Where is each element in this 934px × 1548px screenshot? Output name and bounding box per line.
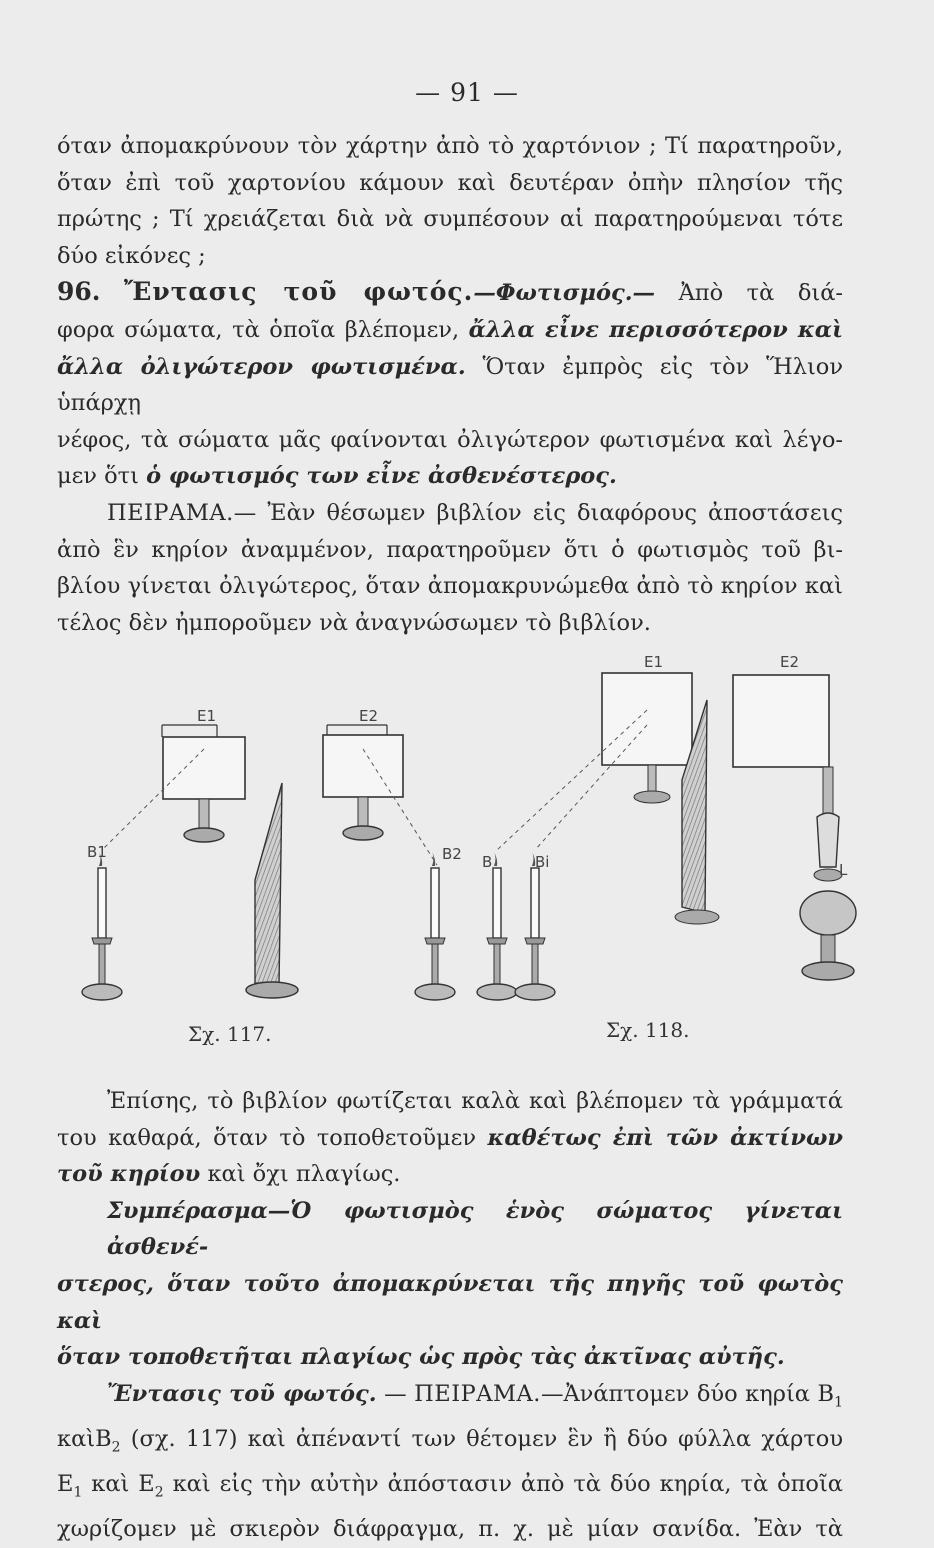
paragraph-line: χωρίζομεν μὲ σκιερὸν διάφραγμα, π. χ. μὲ μίαν σανίδα. Ἐὰν τὰ [57, 1516, 843, 1543]
label-b-118: B [482, 853, 493, 871]
text-block-top [57, 128, 843, 641]
text-span: του καθαρά, ὅταν τὸ τοποθετοῦμεν [57, 1124, 477, 1151]
text-span: Ὅταν ἐμπρὸς εἰς τὸν Ἥλιον ὑπάρχῃ [57, 353, 844, 417]
paragraph-line: πρώτης ; Τί χρειάζεται διὰ νὰ συμπέσουν αἱ παρατηρούμεναι τότε [57, 206, 843, 233]
conclusion-line: ὅταν τοποθετῆται πλαγίως ὡς πρὸς τὰς ἀκτῖνας αὐτῆς. [57, 1344, 785, 1371]
paragraph-line [57, 458, 843, 495]
label-bi-118: Bi [535, 853, 550, 871]
paragraph-line: Ἐπίσης, τὸ βιβλίον φωτίζεται καλὰ καὶ βλέπομεν τὰ γράμματά [107, 1088, 843, 1114]
text-span: καὶ ὄχι πλαγίως. [207, 1161, 401, 1188]
figure-illustration [57, 645, 857, 1040]
section-subtitle: —Φωτισμός.— [473, 280, 656, 307]
paragraph-line [57, 1156, 843, 1193]
experiment-label: ΠΕΙΡΑΜΑ. [414, 1380, 541, 1407]
text-span: καὶ E [82, 1470, 155, 1497]
paper-screen-e2-118 [733, 675, 829, 767]
paragraph-line [57, 1421, 843, 1466]
emphasis-text: Ἔντασις τοῦ φωτός. [107, 1380, 377, 1407]
paragraph-line [57, 349, 843, 422]
emphasis-text: ἄλλα εἶνε περισσότερον καὶ [468, 316, 844, 343]
section-heading-line [57, 274, 843, 312]
label-l-118: L [839, 861, 848, 879]
paper-screen-e1-118 [602, 673, 692, 765]
paragraph-line: δύο εἰκόνες ; [57, 242, 206, 269]
emphasis-text: ἄλλα ὀλιγώτερον φωτισμένα. [57, 353, 466, 380]
label-e1: E1 [197, 707, 217, 725]
emphasis-text: ὁ φωτισμός των εἶνε ἀσθενέστερος. [146, 463, 617, 490]
diaphragm-board [255, 783, 282, 985]
paragraph-line [57, 495, 843, 532]
subscript: 2 [154, 1484, 164, 1501]
text-block-bottom [57, 1083, 843, 1548]
paragraph-text: Ἀπὸ τὰ διά- [678, 280, 844, 307]
text-span: καὶB [57, 1425, 112, 1452]
paper-screen-e2 [323, 735, 403, 797]
paper-screen-e1 [163, 737, 245, 799]
paragraph-line: νέφος, τὰ σώματα μᾶς φαίνονται ὀλιγώτερον φωτισμένα καὶ λέγο- [57, 426, 843, 453]
paragraph-line: βλίου γίνεται ὀλιγώτερος, ὅταν ἀπομακρυνώμεθα ἀπὸ τὸ κηρίον καὶ [57, 573, 843, 600]
experiment-label: ΠΕΙΡΑΜΑ. [107, 499, 234, 526]
section-number: 96. [57, 277, 101, 307]
subscript: 2 [111, 1439, 121, 1456]
conclusion-line: Συμπέρασμα—Ὁ φωτισμὸς ἑνὸς σώματος γίνεται ἀσθενέ- [107, 1197, 843, 1261]
label-b1: B1 [87, 843, 107, 861]
paragraph-line: τέλος δὲν ἠμποροῦμεν νὰ ἀναγνώσωμεν τὸ βιβλίον. [57, 609, 651, 636]
text-span: φορα σώματα, τὰ ὁποῖα βλέπομεν, [57, 316, 460, 343]
paragraph-line [57, 1376, 843, 1421]
text-span: E [57, 1470, 74, 1497]
oil-lamp [800, 767, 856, 980]
page-number: — 91 — [415, 78, 519, 107]
caption-fig-118: Σχ. 118. [606, 1018, 690, 1042]
text-span: καὶ εἰς τὴν αὐτὴν ἀπόστασιν ἀπὸ τὰ δύο κηρία, τὰ ὁποῖα [163, 1470, 843, 1497]
label-e1-118: E1 [644, 653, 664, 671]
figure-118 [477, 653, 856, 1000]
section-title: Ἔντασις τοῦ φωτός. [124, 277, 474, 307]
paragraph-line [57, 1120, 843, 1157]
label-e2: E2 [359, 707, 379, 725]
emphasis-text: τοῦ κηρίου [57, 1161, 201, 1188]
text-span: —Ἀνάπτομεν δύο κηρία B [540, 1380, 835, 1407]
text-span: — [376, 1380, 415, 1407]
conclusion-line: στερος, ὅταν τοῦτο ἀπομακρύνεται τῆς πηγῆς τοῦ φωτὸς καὶ [57, 1270, 843, 1334]
paragraph-line: ὅταν ἐπὶ τοῦ χαρτονίου κάμουν καὶ δευτέραν ὀπὴν πλησίον τῆς [57, 169, 843, 196]
emphasis-text: καθέτως ἐπὶ τῶν ἀκτίνων [487, 1124, 843, 1151]
label-b2: B2 [442, 845, 462, 863]
figure-117 [82, 707, 462, 1000]
paragraph-line: ἀπὸ ἓν κηρίον ἀναμμένον, παρατηροῦμεν ὅτι ὁ φωτισμὸς τοῦ βι- [57, 536, 843, 563]
paragraph-line [57, 1466, 843, 1511]
label-e2-118: E2 [780, 653, 800, 671]
text-span: — Ἐὰν θέσωμεν βιβλίον εἰς διαφόρους ἀποστάσεις [233, 499, 843, 526]
paragraph-line: όταν ἀπομακρύνουν τὸν χάρτην ἀπὸ τὸ χαρτόνιον ; Τί παρατηροῦν, [57, 133, 843, 159]
text-span: (σχ. 117) καὶ ἀπέναντί των θέτομεν ἓν ἢ δύο φύλλα χάρτου [120, 1425, 843, 1452]
subscript: 1 [834, 1394, 843, 1411]
text-span: μεν ὅτι [57, 463, 139, 490]
caption-fig-117: Σχ. 117. [188, 1022, 272, 1046]
subscript: 1 [73, 1484, 83, 1501]
paragraph-line [57, 312, 843, 349]
